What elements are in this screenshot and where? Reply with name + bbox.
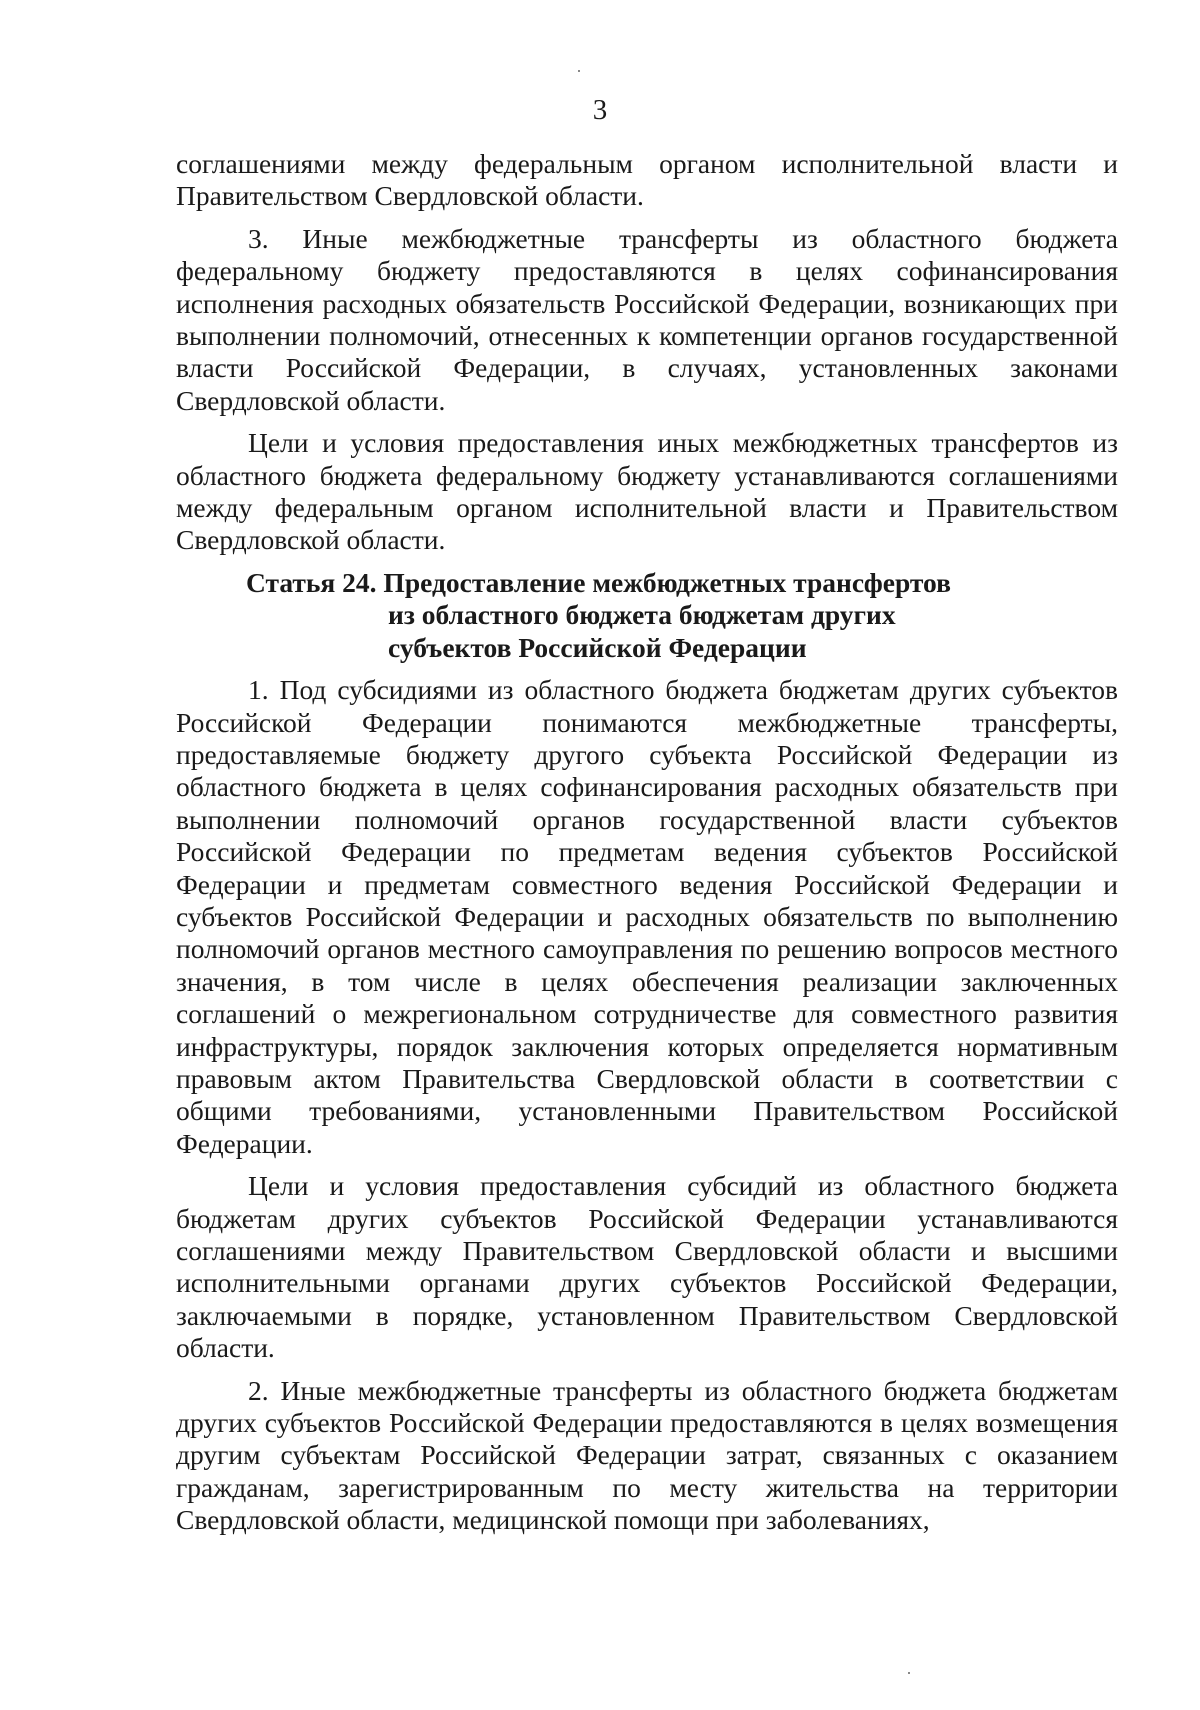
paragraph-item-2-transfers: 2. Иные межбюджетные трансферты из областного бюджета бюджетам других субъектов Российской Федерации предоставляются в целях возмещения другим субъектам Российской Федерации затрат, связанных с оказанием гражданам, зарегистрированным по месту жительства на территории Свердловской области, медицинской помощи при заболеваниях, — [176, 1374, 1118, 1536]
paragraph-item-1-subsidies: 1. Под субсидиями из областного бюджета бюджетам других субъектов Российской Федерации понимаются межбюджетные трансферты, предоставляемые бюджету другого субъекта Российской Федерации из областного бюджета в целях софинансирования расходных обязательств при выполнении полномочий органов государственной власти субъектов Российской Федерации по предметам ведения субъектов Российской Федерации и предметам совместного ведения Российской Федерации и субъектов Российской Федерации и расходных обязательств по выполнению полномочий органов местного самоуправления по решению вопросов местного значения, в том числе в целях обеспечения реализации заключенных соглашений о межрегиональном сотрудничестве для совместного развития инфраструктуры, порядок заключения которых определяется нормативным правовым актом Правительства Свердловской области в соответствии с общими требованиями, установленными Правительством Российской Федерации. — [176, 674, 1118, 1159]
page-number: 3 — [592, 94, 608, 126]
paragraph-goals-subsidies: Цели и условия предоставления субсидий из областного бюджета бюджетам других субъектов Российской Федерации устанавливаются соглашениями между Правительством Свердловской области и высшими исполнительными органами других субъектов Российской Федерации, заключаемыми в порядке, установленном Правительством Свердловской области. — [176, 1170, 1118, 1364]
document-body — [176, 148, 1118, 1537]
article-24-heading — [246, 567, 1118, 664]
paragraph-continuation: соглашениями между федеральным органом исполнительной власти и Правительством Свердловской области. — [176, 148, 1118, 212]
article-heading-line-2: из областного бюджета бюджетам других — [388, 599, 896, 631]
article-heading-line-3: субъектов Российской Федерации — [388, 631, 807, 663]
article-heading-line-1: Статья 24. Предоставление межбюджетных трансфертов — [246, 566, 951, 598]
scan-dot-top — [578, 70, 580, 72]
scan-dot-bottom — [908, 1672, 910, 1674]
paragraph-item-3: 3. Иные межбюджетные трансферты из областного бюджета федеральному бюджету предоставляются в целях софинансирования исполнения расходных обязательств Российской Федерации, возникающих при выполнении полномочий, отнесенных к компетенции органов государственной власти Российской Федерации, в случаях, установленных законами Свердловской области. — [176, 222, 1118, 416]
paragraph-goals-federal: Цели и условия предоставления иных межбюджетных трансфертов из областного бюджета федеральному бюджету устанавливаются соглашениями между федеральным органом исполнительной власти и Правительством Свердловской области. — [176, 427, 1118, 556]
